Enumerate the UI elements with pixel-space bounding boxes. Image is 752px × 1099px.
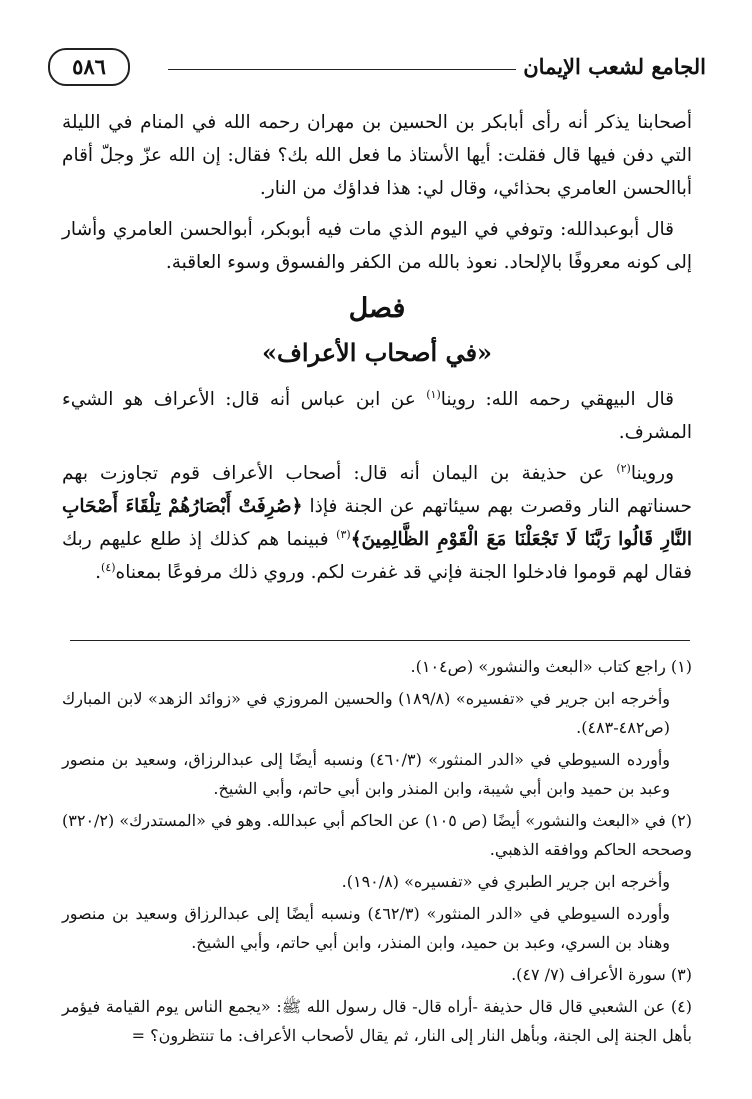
text: عن حذيفة بن اليمان أنه قال: أصحاب الأعراف قوم تجاوزت بهم حسناتهم النار وقصرت بهم سيئاتهم عن الجنة فإذا bbox=[62, 463, 692, 517]
footnote-2: (٢) في «البعث والنشور» أيضًا (ص ١٠٥) عن الحاكم أبي عبدالله. وهو في «المستدرك» (٣٢٠/٢) وصححه الحاكم ووافقه الذهبي. bbox=[62, 811, 692, 859]
footnote-4: (٤) عن الشعبي قال قال حذيفة -أراه قال- قال رسول الله ﷺ: «يجمع الناس يوم القيامة فيؤمر بأهل الجنة إلى الجنة، وبأهل النار إلى النار، ثم يقال لأصحاب الأعراف: ما تنتظرون؟ = bbox=[62, 997, 692, 1045]
footnote-3: (٣) سورة الأعراف (٧/ ٤٧). bbox=[511, 965, 692, 984]
footnote-ref: (١) bbox=[426, 387, 441, 401]
section-heading: فصل bbox=[348, 293, 406, 324]
text: قال البيهقي رحمه الله: روينا bbox=[440, 389, 674, 410]
footnote-ref: (٣) bbox=[336, 527, 351, 541]
footnote-1-line: وأورده السيوطي في «الدر المنثور» (٤٦٠/٣) ونسبه أيضًا إلى عبدالرزاق، وسعيد بن منصور وعبد بن حميد وابن أبي شيبة، وابن المنذر وابن أبي حاتم، وأبي الشيخ. bbox=[62, 750, 671, 798]
text: فبينما هم كذلك إذ طلع عليهم ربك فقال لهم قوموا فادخلوا الجنة فإني قد غفرت لكم. وروي ذلك مرفوعًا بمعناه bbox=[62, 529, 692, 583]
paragraph bbox=[62, 457, 692, 589]
paragraph bbox=[62, 383, 692, 449]
footnote-ref: (٢) bbox=[616, 461, 631, 475]
text: وروينا bbox=[630, 463, 675, 484]
text: . bbox=[95, 562, 102, 583]
footnote-separator bbox=[70, 640, 690, 641]
book-title: الجامع لشعب الإيمان bbox=[523, 54, 706, 79]
paragraph: قال أبوعبدالله: وتوفي في اليوم الذي مات فيه أبوبكر، أبوالحسن العامري وأشار إلى كونه معروفًا بالإلحاد. نعوذ بالله من الكفر والفسوق وسوء العاقبة. bbox=[62, 219, 692, 273]
section-subheading: «في أصحاب الأعراف» bbox=[261, 338, 493, 367]
page-number: ٥٨٦ bbox=[48, 48, 130, 86]
footnote-1: (١) راجع كتاب «البعث والنشور» (ص١٠٤). bbox=[410, 657, 692, 676]
text: عن ابن عباس أنه قال: الأعراف هو الشيء المشرف. bbox=[62, 389, 692, 443]
footnote-2-line: وأورده السيوطي في «الدر المنثور» (٤٦٢/٣) ونسبه أيضًا إلى عبدالرزاق وسعيد بن منصور وهناد بن السري، وعبد بن حميد، وابن المنذر، وابن أبي حاتم، وأبي الشيخ. bbox=[62, 904, 670, 952]
footnote-2-line: وأخرجه ابن جرير الطبري في «تفسيره» (١٩٠/٨). bbox=[341, 872, 670, 891]
header-rule bbox=[168, 69, 516, 70]
paragraph: أصحابنا يذكر أنه رأى أبابكر بن الحسين بن مهران رحمه الله في المنام في الليلة التي دفن فيها قال فقلت: أيها الأستاذ ما فعل الله بك؟ فقال: إن الله عزّ وجلّ أقام أباالحسن العامري بحذائي، وقال لي: هذا فداؤك من النار. bbox=[62, 112, 692, 199]
footnote-1-line: وأخرجه ابن جرير في «تفسيره» (١٨٩/٨) والحسين المروزي في «زوائد الزهد» لابن المبارك (ص٤٨٢-٤٨٣). bbox=[62, 689, 670, 737]
page-header bbox=[48, 48, 706, 88]
quran-verse: ﴿صُرِفَتْ أَبْصَارُهُمْ تِلْقَاءَ أَصْحَابِ النَّارِ قَالُوا رَبَّنَا لَا تَجْعَلْنَا مَعَ الْقَوْمِ الظَّالِمِينَ﴾ bbox=[62, 496, 692, 550]
main-text bbox=[62, 106, 692, 597]
footnotes bbox=[62, 652, 692, 1053]
footnote-ref: (٤) bbox=[101, 560, 116, 574]
